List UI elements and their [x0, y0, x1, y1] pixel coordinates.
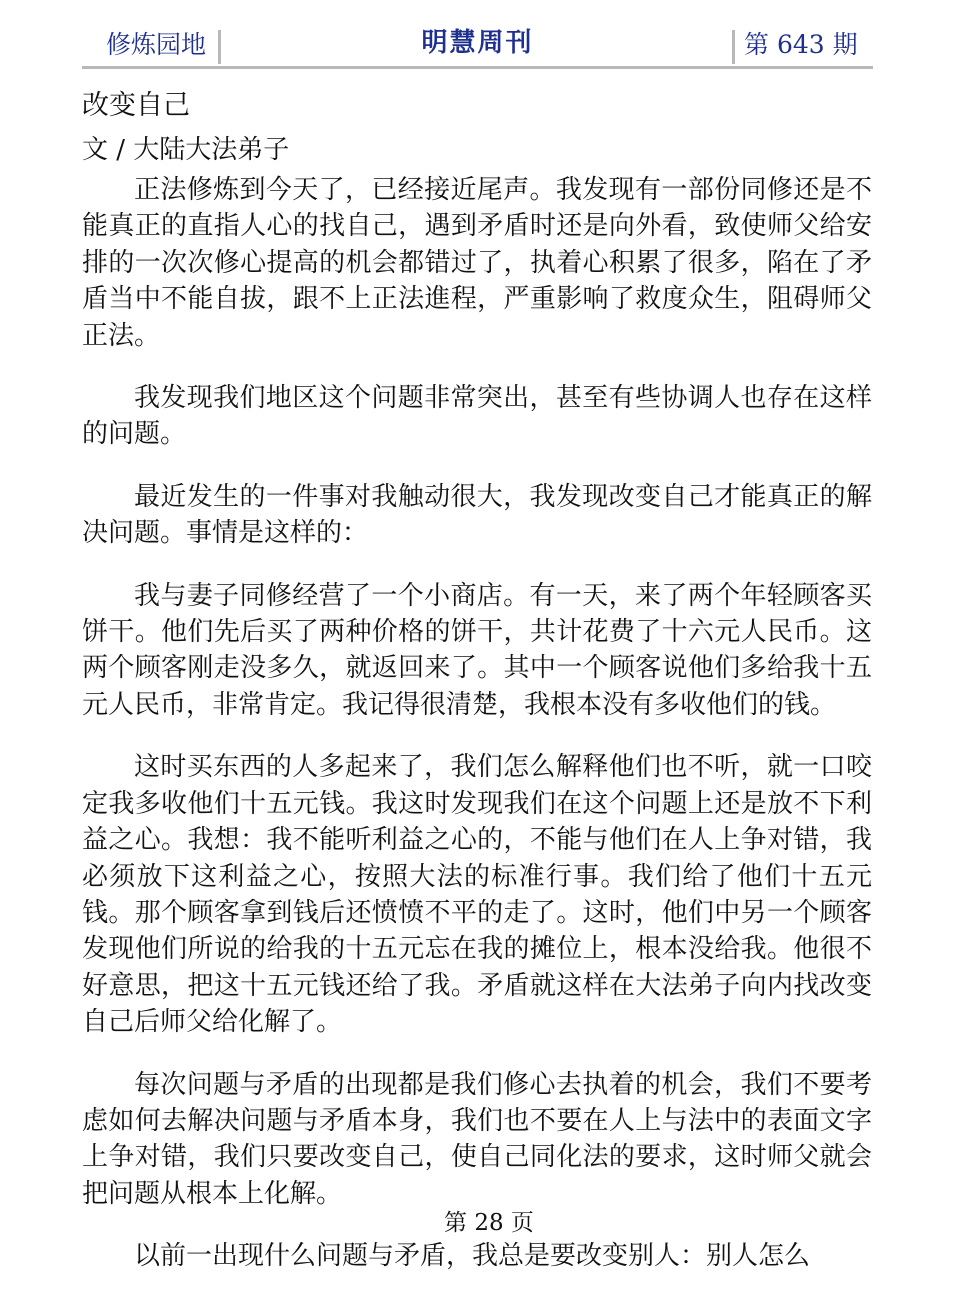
article-title: 改变自己	[82, 90, 190, 121]
article	[82, 86, 872, 1301]
issue-number: 第 643 期	[744, 30, 858, 59]
header-rule	[82, 66, 873, 69]
article-paragraph: 我与妻子同修经营了一个小商店。有一天，来了两个年轻顾客买饼干。他们先后买了两种价格的饼干，共计花费了十六元人民币。这两个顾客刚走没多久，就返回来了。其中一个顾客说他们多给我十五元人民币，非常肯定。我记得很清楚，我根本没有多收他们的钱。	[82, 580, 872, 720]
article-paragraph: 我发现我们地区这个问题非常突出，甚至有些协调人也存在这样的问题。	[82, 383, 872, 450]
page-header	[82, 24, 873, 68]
article-paragraph: 每次问题与矛盾的出现都是我们修心去执着的机会，我们不要考虑如何去解决问题与矛盾本身，我们也不要在人上与法中的表面文字上争对错，我们只要改变自己，使自己同化法的要求，这时师父就会把问题从根本上化解。	[82, 1069, 872, 1209]
article-paragraph: 这时买东西的人多起来了，我们怎么解释他们也不听，就一口咬定我多收他们十五元钱。我这时发现我们在这个问题上还是放不下利益之心。我想：我不能听利益之心的，不能与他们在人上争对错，我必须放下这利益之心，按照大法的标准行事。我们给了他们十五元钱。那个顾客拿到钱后还愤愤不平的走了。这时，他们中另一个顾客发现他们所说的给我的十五元忘在我的摊位上，根本没给我。他很不好意思，把这十五元钱还给了我。矛盾就这样在大法弟子向内找改变自己后师父给化解了。	[82, 752, 872, 1038]
section-name: 修炼园地	[106, 30, 207, 59]
page-number: 第 28 页	[444, 1210, 534, 1236]
article-author: 文 / 大陆大法弟子	[82, 135, 290, 165]
article-paragraph: 以前一出现什么问题与矛盾，我总是要改变别人：别人怎么	[134, 1241, 811, 1272]
article-paragraph: 最近发生的一件事对我触动很大，我发现改变自己才能真正的解决问题。事情是这样的：	[82, 481, 872, 549]
article-paragraph: 正法修炼到今天了，已经接近尾声。我发现有一部份同修还是不能真正的直指人心的找自己，遇到矛盾时还是向外看，致使师父给安排的一次次修心提高的机会都错过了，执着心积累了很多，陷在了矛盾当中不能自拔，跟不上正法進程，严重影响了救度众生，阻碍师父正法。	[82, 175, 872, 351]
publication-name: 明慧周刊	[421, 28, 534, 58]
header-divider-right	[732, 30, 735, 64]
